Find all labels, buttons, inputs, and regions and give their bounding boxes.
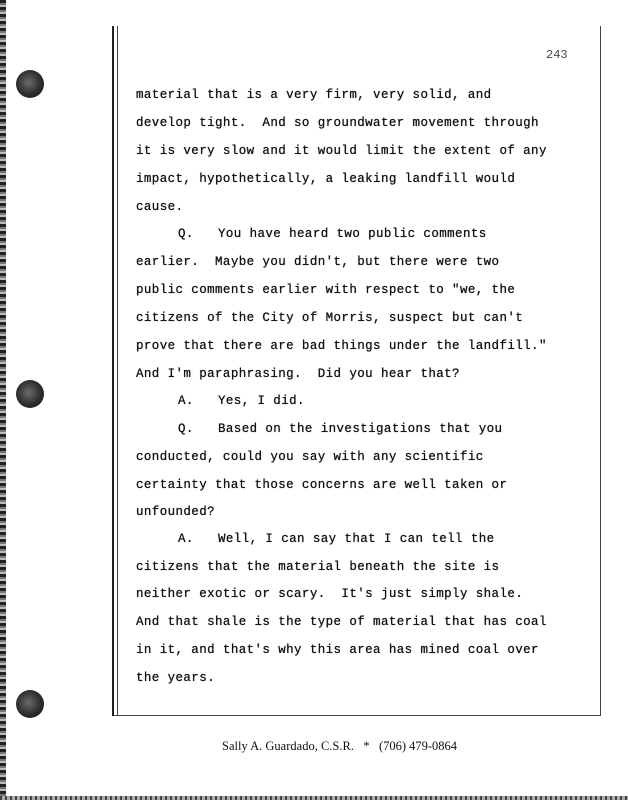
transcript-line: Yes, I did. <box>218 394 305 408</box>
transcript-line: conducted, could you say with any scientific <box>136 450 484 464</box>
transcript-line: cause. <box>136 200 184 214</box>
speaker-label: Q. <box>178 227 194 241</box>
transcript-line: And that shale is the type of material that has coal <box>136 615 547 629</box>
speaker-label: A. <box>178 394 194 408</box>
transcript-line: citizens of the City of Morris, suspect but can't <box>136 311 524 325</box>
transcript-line: Well, I can say that I can tell the <box>218 532 495 546</box>
binder-hole-icon <box>16 70 44 98</box>
transcript-line: unfounded? <box>136 505 216 519</box>
transcript-line: Based on the investigations that you <box>218 422 503 436</box>
transcript-line: it is very slow and it would limit the extent of any <box>136 144 547 158</box>
transcript-line: neither exotic or scary. It's just simply shale. <box>136 587 524 601</box>
transcript-line: in it, and that's why this area has mined coal over <box>136 643 539 657</box>
transcript-line: You have heard two public comments <box>218 227 487 241</box>
speaker-label: A. <box>178 532 194 546</box>
transcript-line: public comments earlier with respect to "we, the <box>136 283 516 297</box>
transcript-line: material that is a very firm, very solid, and <box>136 88 492 102</box>
transcript-line: citizens that the material beneath the site is <box>136 560 500 574</box>
binder-hole-icon <box>16 380 44 408</box>
transcript-line: prove that there are bad things under the landfill." <box>136 339 547 353</box>
transcript-line: develop tight. And so groundwater movement through <box>136 116 539 130</box>
page-number: 243 <box>546 48 568 62</box>
transcript-line: earlier. Maybe you didn't, but there were two <box>136 255 500 269</box>
transcript-line: And I'm paraphrasing. Did you hear that? <box>136 367 460 381</box>
transcript-line: the years. <box>136 671 216 685</box>
scanned-page-left-edge <box>0 0 6 800</box>
speaker-label: Q. <box>178 422 194 436</box>
transcript-line: certainty that those concerns are well taken or <box>136 478 508 492</box>
transcript-line: impact, hypothetically, a leaking landfill would <box>136 172 516 186</box>
binder-hole-icon <box>16 690 44 718</box>
scanned-page-bottom-edge <box>0 796 628 800</box>
reporter-footer: Sally A. Guardado, C.S.R. * (706) 479-0864 <box>222 739 458 753</box>
